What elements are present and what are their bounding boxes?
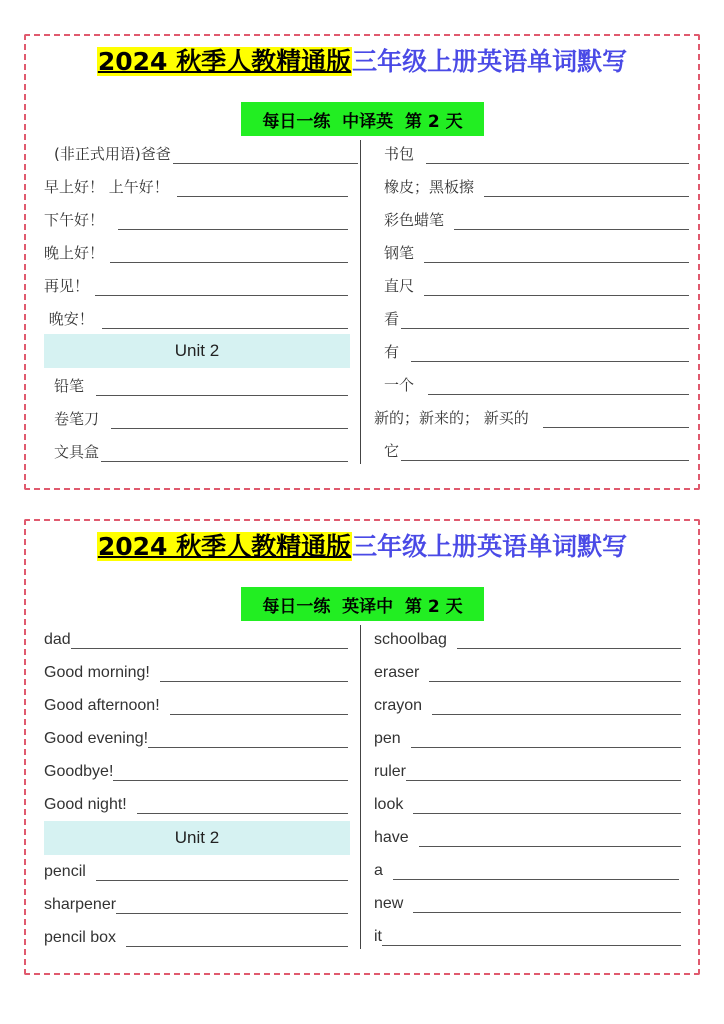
vocab-row — [54, 374, 348, 396]
vocab-row — [374, 627, 681, 649]
answer-line[interactable] — [95, 279, 348, 296]
vocab-row — [384, 241, 689, 263]
vocab-row — [44, 627, 348, 649]
vocab-prompt: Good night! — [44, 796, 127, 813]
vocab-prompt: 有 — [384, 343, 400, 361]
column-divider — [360, 625, 361, 949]
vocab-prompt: schoolbag — [374, 631, 447, 648]
vocab-row — [374, 693, 681, 715]
vocab-row — [374, 924, 681, 946]
vocab-row — [384, 208, 689, 230]
answer-line[interactable] — [419, 830, 681, 847]
answer-line[interactable] — [102, 312, 348, 329]
answer-line[interactable] — [160, 665, 348, 682]
vocab-prompt: Good afternoon! — [44, 697, 160, 714]
answer-line[interactable] — [424, 246, 689, 263]
worksheet-card-english-to-chinese — [24, 519, 700, 975]
answer-line[interactable] — [170, 698, 348, 715]
vocab-row — [384, 340, 689, 362]
vocab-row — [374, 726, 681, 748]
answer-line[interactable] — [543, 411, 689, 428]
answer-line[interactable] — [429, 665, 681, 682]
vocab-prompt: 晚安！ — [44, 310, 94, 328]
answer-line[interactable] — [116, 897, 348, 914]
vocab-prompt: dad — [44, 631, 71, 648]
vocab-row — [384, 142, 689, 164]
vocab-row — [44, 759, 348, 781]
answer-line[interactable] — [118, 213, 348, 230]
answer-line[interactable] — [71, 632, 348, 649]
vocab-prompt: pencil box — [44, 929, 117, 946]
answer-line[interactable] — [401, 444, 689, 461]
unit-banner: Unit 2 — [44, 334, 350, 368]
vocab-row — [374, 660, 681, 682]
vocab-prompt: 彩色蜡笔 — [384, 211, 445, 229]
answer-line[interactable] — [111, 412, 348, 429]
vocab-prompt: 钢笔 — [384, 244, 415, 262]
vocab-prompt: it — [374, 928, 382, 945]
worksheet-title — [26, 44, 698, 80]
answer-line[interactable] — [401, 312, 689, 329]
vocab-row — [44, 859, 348, 881]
answer-line[interactable] — [148, 731, 348, 748]
vocab-prompt: a — [374, 862, 383, 879]
unit-banner: Unit 2 — [44, 821, 350, 855]
vocab-prompt: 早上好！ 上午好！ — [44, 178, 169, 196]
vocab-prompt: pen — [374, 730, 401, 747]
answer-line[interactable] — [457, 632, 681, 649]
answer-line[interactable] — [137, 797, 348, 814]
answer-line[interactable] — [382, 929, 681, 946]
answer-line[interactable] — [428, 378, 689, 395]
vocab-prompt: 橡皮；黑板擦 — [384, 178, 475, 196]
vocab-prompt: pencil — [44, 863, 86, 880]
title-highlight: 2024 秋季人教精通版 — [97, 532, 352, 561]
vocab-prompt: sharpener — [44, 896, 117, 913]
answer-line[interactable] — [413, 896, 681, 913]
column-divider — [360, 140, 361, 464]
daily-practice-banner: 每日一练 中译英 第 2 天 — [241, 102, 484, 136]
vocab-row — [44, 274, 348, 296]
vocab-row — [44, 693, 348, 715]
vocab-row — [384, 439, 689, 461]
answer-line[interactable] — [424, 279, 689, 296]
vocab-prompt: crayon — [374, 697, 423, 714]
vocab-row — [44, 660, 348, 682]
answer-line[interactable] — [406, 764, 681, 781]
answer-line[interactable] — [413, 797, 681, 814]
answer-line[interactable] — [432, 698, 681, 715]
vocab-row — [374, 858, 679, 880]
answer-line[interactable] — [177, 180, 348, 197]
vocab-prompt: 文具盒 — [54, 443, 100, 461]
vocab-row — [384, 274, 689, 296]
vocab-prompt: 晚上好！ — [44, 244, 105, 262]
worksheet-title — [26, 529, 698, 565]
daily-practice-banner: 每日一练 英译中 第 2 天 — [241, 587, 484, 621]
vocab-row — [44, 925, 348, 947]
vocab-prompt: ruler — [374, 763, 407, 780]
vocab-row — [384, 307, 689, 329]
answer-line[interactable] — [101, 445, 348, 462]
vocab-prompt: Good morning! — [44, 664, 150, 681]
vocab-prompt: 卷笔刀 — [54, 410, 100, 428]
title-rest: 三年级上册英语单词默写 — [352, 532, 628, 561]
vocab-row — [54, 142, 358, 164]
vocab-prompt: 再见！ — [44, 277, 90, 295]
vocab-prompt: 看 — [384, 310, 400, 328]
vocab-row — [374, 825, 681, 847]
vocab-row — [44, 892, 348, 914]
vocab-row — [44, 726, 348, 748]
vocab-row — [374, 406, 689, 428]
vocab-row — [384, 175, 689, 197]
answer-line[interactable] — [411, 731, 681, 748]
vocab-prompt: 直尺 — [384, 277, 415, 295]
answer-line[interactable] — [484, 180, 689, 197]
answer-line[interactable] — [126, 930, 348, 947]
vocab-prompt: (非正式用语)爸爸 — [54, 145, 171, 163]
vocab-row — [44, 792, 348, 814]
vocab-row — [54, 440, 348, 462]
answer-line[interactable] — [110, 246, 348, 263]
vocab-prompt: Good evening! — [44, 730, 149, 747]
answer-line[interactable] — [411, 345, 689, 362]
vocab-row — [44, 241, 348, 263]
answer-line[interactable] — [96, 864, 348, 881]
vocab-row — [374, 891, 681, 913]
vocab-prompt: 它 — [384, 442, 400, 460]
vocab-prompt: 新的；新来的； 新买的 — [374, 409, 529, 427]
vocab-prompt: eraser — [374, 664, 420, 681]
vocab-row — [44, 307, 348, 329]
vocab-row — [384, 373, 689, 395]
vocab-row — [54, 407, 348, 429]
answer-line[interactable] — [173, 147, 358, 164]
vocab-row — [44, 208, 348, 230]
vocab-prompt: 下午好！ — [44, 211, 105, 229]
vocab-prompt: 铅笔 — [54, 377, 85, 395]
vocab-row — [44, 175, 348, 197]
vocab-prompt: look — [374, 796, 404, 813]
vocab-prompt: Goodbye! — [44, 763, 114, 780]
vocab-row — [374, 759, 681, 781]
vocab-prompt: 书包 — [384, 145, 415, 163]
title-rest: 三年级上册英语单词默写 — [352, 47, 628, 76]
answer-line[interactable] — [426, 147, 689, 164]
vocab-prompt: 一个 — [384, 376, 415, 394]
vocab-prompt: new — [374, 895, 404, 912]
answer-line[interactable] — [96, 379, 348, 396]
worksheet-card-chinese-to-english — [24, 34, 700, 490]
answer-line[interactable] — [113, 764, 348, 781]
vocab-row — [374, 792, 681, 814]
vocab-prompt: have — [374, 829, 409, 846]
title-highlight: 2024 秋季人教精通版 — [97, 47, 352, 76]
answer-line[interactable] — [393, 863, 679, 880]
answer-line[interactable] — [454, 213, 689, 230]
